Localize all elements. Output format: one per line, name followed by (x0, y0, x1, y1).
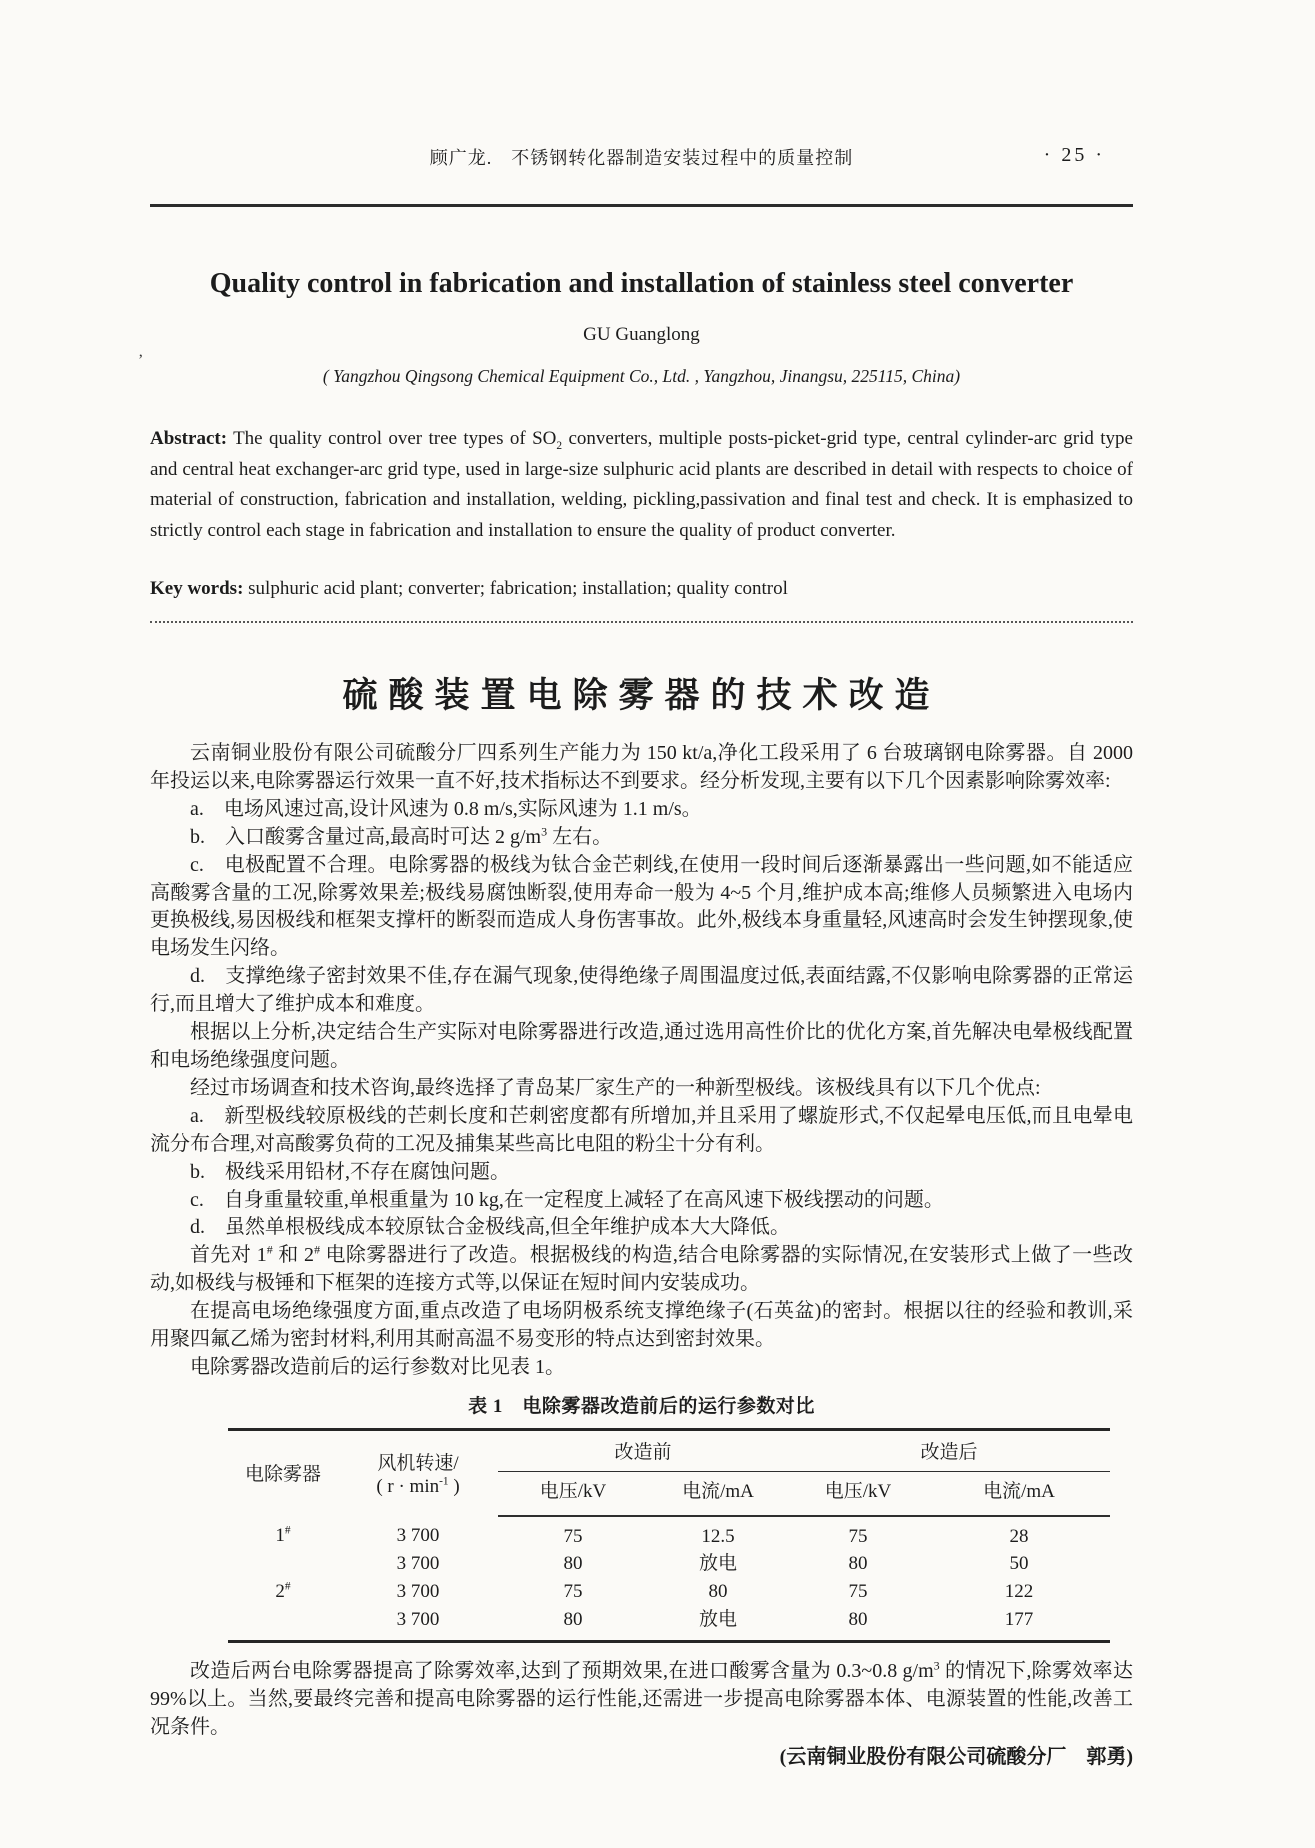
header-current-before: 电流/mA (648, 1471, 788, 1515)
cell-fan-speed: 3 700 (396, 1553, 440, 1575)
superscript: 3 (541, 824, 548, 839)
abstract-text: The quality control over tree types of $SO_2$ converters, multiple posts-picket-grid type, central cylinder-arc grid type and central heat exchanger-arc grid type, used in large-size sulphuric acid plants are described in detail with respects to choice of material of construction, fabrication and installation, welding, pickling,passivation and final test and check. It is emphasized to strictly control each stage in fabrication and installation to ensure the quality of product converter. (150, 428, 1133, 541)
paragraph-retrofit: 首先对 1# 和 2# 电除雾器进行了改造。根据极线的构造,结合电除雾器的实际情况,在安装形式上做了一些改动,如极线与极锤和下框架的连接方式等,以保证在短时间内安装成功。 (150, 1242, 1133, 1295)
header-current-after: 电流/mA (928, 1471, 1110, 1515)
cell-current-after: 122 (1004, 1581, 1034, 1603)
cell-precipitator-id: 1# (275, 1524, 291, 1547)
header-fan-speed (338, 1429, 498, 1515)
cell-current-before: 放电 (698, 1609, 737, 1631)
cell-voltage-after: 80 (848, 1553, 868, 1575)
author-name: GU Guanglong (583, 324, 700, 345)
superscript: # (284, 1581, 291, 1594)
english-title: Quality control in fabrication and installation of stainless steel converter (209, 268, 1074, 299)
subscript: 2 (556, 439, 563, 452)
superscript: 3 (933, 1658, 940, 1673)
cell-voltage-before: 80 (563, 1609, 583, 1631)
table-row (228, 1516, 1110, 1551)
table-row (228, 1606, 1110, 1641)
keywords-line (150, 578, 1133, 600)
keywords-text: sulphuric acid plant; converter; fabrication; installation; quality control (243, 578, 788, 599)
cell-voltage-before: 75 (563, 1525, 583, 1547)
superscript: -1 (439, 1475, 449, 1488)
cell-fan-speed: 3 700 (396, 1581, 440, 1603)
paragraph-item-a1: a. 电场风速过高,设计风速为 0.8 m/s,实际风速为 1.1 m/s。 (190, 797, 702, 820)
page-content (138, 0, 1134, 1848)
cell-current-after: 177 (1004, 1609, 1034, 1631)
header-group-after: 改造后 (788, 1429, 1110, 1471)
table-row (228, 1550, 1110, 1578)
superscript: # (266, 1242, 273, 1257)
paragraph-item-b2: b. 极线采用铅材,不存在腐蚀问题。 (190, 1160, 510, 1183)
cell-voltage-before: 80 (563, 1553, 583, 1575)
closing-paragraph: 改造后两台电除雾器提高了除雾效率,达到了预期效果,在进口酸雾含量为 0.3~0.8 $g/m^3$ 的情况下,除雾效率达99%以上。当然,要最终完善和提高电除雾器的运行性能,还需进一步提高电除雾器本体、电源装置的性能,改善工况条件。 (150, 1658, 1134, 1738)
superscript: # (284, 1524, 291, 1537)
parameters-table (228, 1428, 1110, 1643)
table-body (228, 1516, 1110, 1642)
abstract-label: Abstract: (150, 428, 228, 449)
cell-current-after: 28 (1009, 1525, 1029, 1547)
cell-current-after: 50 (1009, 1553, 1029, 1575)
cell-voltage-after: 75 (848, 1581, 868, 1603)
attribution: (云南铜业股份有限公司硫酸分厂 郭勇) (779, 1745, 1133, 1768)
cell-voltage-before: 75 (563, 1581, 583, 1603)
stray-mark: ’ (138, 352, 144, 369)
page-number: · 25 · (1043, 144, 1105, 166)
paragraph-item-b1: b. 入口酸雾含量过高,最高时可达 2 $g/m^3$ 左右。 (190, 824, 613, 848)
paragraph-item-d1: d. 支撑绝缘子密封效果不佳,存在漏气现象,使得绝缘子周围温度过低,表面结露,不仅影响电除雾器的正常运行,而且增大了维护成本和难度。 (150, 965, 1133, 1016)
header-precipitator: 电除雾器 (244, 1464, 321, 1486)
paragraph-survey: 经过市场调查和技术咨询,最终选择了青岛某厂家生产的一种新型极线。该极线具有以下几个优点: (190, 1076, 1041, 1099)
cell-voltage-after: 75 (848, 1525, 868, 1547)
cell-precipitator-id (228, 1550, 338, 1578)
article-title: 硫酸装置电除雾器的技术改造 (342, 676, 941, 715)
cell-precipitator-id (228, 1606, 338, 1641)
table-header-group-row (228, 1429, 1110, 1471)
abstract-paragraph (150, 424, 1133, 546)
running-head-title: 顾广龙. 不锈钢转化器制造安装过程中的质量控制 (429, 148, 854, 168)
header-fan-speed-line2: ( $r \cdot \min^{-1}$ ) (376, 1475, 460, 1498)
paragraph-item-d2: d. 虽然单根极线成本较原钛合金极线高,但全年维护成本大大降低。 (190, 1216, 790, 1239)
cell-fan-speed: 3 700 (396, 1609, 440, 1631)
header-group-before: 改造前 (498, 1429, 788, 1471)
table-caption: 表 1 电除雾器改造前后的运行参数对比 (468, 1395, 815, 1417)
cell-precipitator-id: 2# (275, 1581, 291, 1603)
keywords-label: Key words: (150, 578, 244, 599)
paragraph-item-c2: c. 自身重量较重,单根重量为 10 kg,在一定程度上减轻了在高风速下极线摆动的问题。 (190, 1188, 944, 1211)
cell-fan-speed: 3 700 (396, 1525, 440, 1547)
paragraph-item-c1: c. 电极配置不合理。电除雾器的极线为钛合金芒刺线,在使用一段时间后逐渐暴露出一些问题,如不能适应高酸雾含量的工况,除雾效果差;极线易腐蚀断裂,使用寿命一般为 4~5 个月,维护成本高;维修人员频繁进入电场内更换极线,易因极线和框架支撑杆的断裂而造成人身伤害事故。此外,极线本身重量轻,风速高时会发生钟摆现象,使电场发生闪络。 (150, 853, 1133, 960)
header-rule (150, 204, 1133, 207)
header-voltage-before: 电压/kV (498, 1471, 648, 1515)
article-body (150, 740, 1133, 1772)
superscript: # (314, 1242, 321, 1257)
header-voltage-after: 电压/kV (788, 1471, 928, 1515)
cell-current-before: 12.5 (701, 1525, 735, 1547)
paragraph-insulation: 在提高电场绝缘强度方面,重点改造了电场阴极系统支撑绝缘子(石英盆)的密封。根据以往的经验和教训,采用聚四氟乙烯为密封材料,利用其耐高温不易变形的特点达到密封效果。 (150, 1300, 1133, 1351)
paragraph-item-a2: a. 新型极线较原极线的芒刺长度和芒刺密度都有所增加,并且采用了螺旋形式,不仅起晕电压低,而且电晕电流分布合理,对高酸雾负荷的工况及捕集某些高比电阻的粉尘十分有利。 (150, 1104, 1133, 1155)
paragraph-analysis: 根据以上分析,决定结合生产实际对电除雾器进行改造,通过选用高性价比的优化方案,首先解决电晕极线配置和电场绝缘强度问题。 (150, 1021, 1133, 1071)
parameters-table-wrap (228, 1428, 1110, 1643)
paragraph-table-ref: 电除雾器改造前后的运行参数对比见表 1。 (190, 1355, 565, 1378)
table-row (228, 1578, 1110, 1606)
cell-current-before: 80 (708, 1581, 728, 1603)
dotted-divider (150, 621, 1133, 623)
article-paragraphs (150, 740, 1133, 1382)
paragraph-intro: 云南铜业股份有限公司硫酸分厂四系列生产能力为 150 kt/a,净化工段采用了 6 台玻璃钢电除雾器。自 2000 年投运以来,电除雾器运行效果一直不好,技术指标达不到要求。经分析发现,主要有以下几个因素影响除雾效率: (150, 742, 1133, 792)
header-fan-speed-line1: 风机转速/ (377, 1453, 459, 1475)
cell-current-before: 放电 (698, 1553, 737, 1575)
cell-voltage-after: 80 (848, 1609, 868, 1631)
affiliation: ( Yangzhou Qingsong Chemical Equipment Co., Ltd. , Yangzhou, Jinangsu, 225115, China) (322, 366, 961, 386)
